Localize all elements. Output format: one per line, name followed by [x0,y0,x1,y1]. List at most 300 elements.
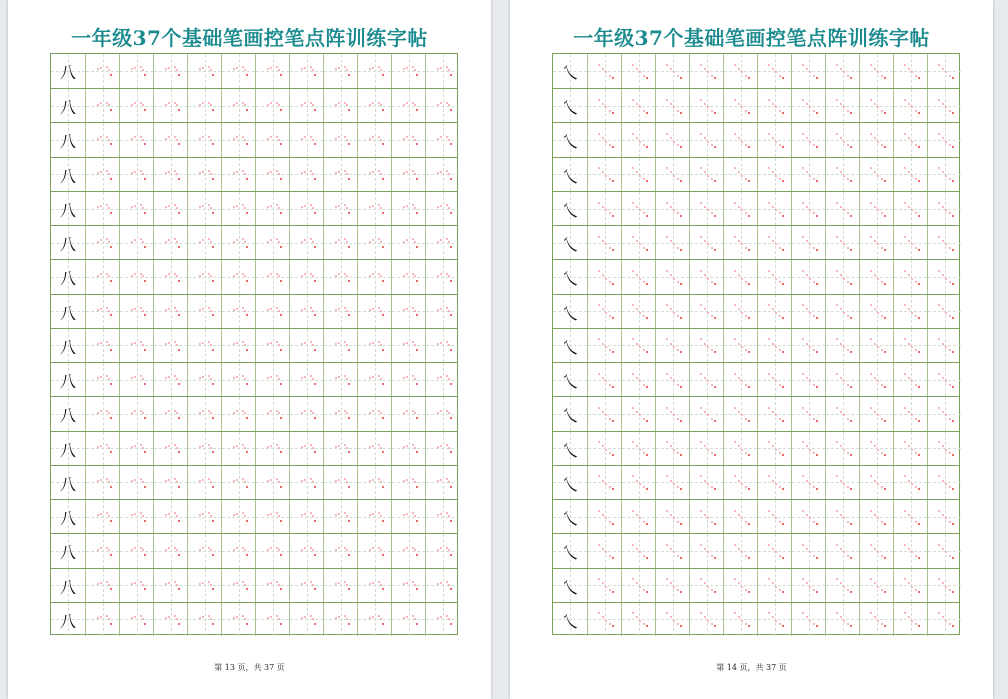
trace-dots [724,226,757,259]
trace-dot [168,445,170,447]
trace-dot [949,486,951,488]
trace-dot [949,555,951,557]
trace-dot [406,376,408,378]
trace-dot [714,317,716,319]
trace-dot [372,171,374,173]
trace-dot [918,249,920,251]
trace-dot [639,414,641,416]
practice-cell [391,432,425,465]
trace-dot [636,308,638,310]
trace-dots [86,123,119,156]
practice-cell [85,158,119,191]
trace-dots [358,466,391,499]
trace-dots [690,363,723,396]
trace-dot [877,106,879,108]
trace-dot [178,143,180,145]
trace-dot [276,136,278,138]
trace-dot [884,591,886,593]
trace-dot [242,581,244,583]
practice-cell [289,54,323,88]
trace-dot [605,243,607,245]
practice-cell [621,54,655,88]
trace-dots [86,363,119,396]
trace-dot [202,513,204,515]
trace-dots [392,397,425,430]
trace-dots [358,500,391,533]
grid-row [553,602,959,636]
trace-dot [335,275,337,277]
trace-dot [707,141,709,143]
trace-dots [290,295,323,328]
trace-dot [904,441,906,443]
trace-dot [938,475,940,477]
trace-dot [738,582,740,584]
trace-dot [877,71,879,73]
trace-dot [335,138,337,140]
trace-dot [278,481,280,483]
grid-row [51,122,457,156]
stroke-example: 乀 [561,200,578,220]
practice-cell [587,603,621,636]
trace-dot [450,417,452,419]
trace-dot [202,171,204,173]
trace-dots [826,534,859,567]
trace-dot [414,139,416,141]
stroke-example: 八 [59,577,76,597]
trace-dot [908,377,910,379]
trace-dot [741,175,743,177]
practice-cell [323,569,357,602]
trace-dot [246,74,248,76]
trace-dot [372,342,374,344]
grid-row [553,533,959,567]
trace-dot [632,407,634,409]
trace-dot [612,317,614,319]
trace-dot [714,180,716,182]
trace-dot [144,623,146,625]
practice-cell [187,260,221,293]
trace-dot [304,102,306,104]
trace-dot [738,480,740,482]
trace-dots [324,54,357,88]
trace-dots [290,192,323,225]
trace-dot [748,180,750,182]
trace-dot [97,549,99,551]
trace-dot [741,380,743,382]
trace-dot [748,454,750,456]
trace-dots [426,123,459,156]
trace-dot [772,206,774,208]
trace-dot [738,68,740,70]
page-title: 一年级37个基础笔画控笔点阵训练字帖 [573,26,930,50]
trace-dot [97,343,99,345]
trace-dot [202,342,204,344]
trace-dot [772,308,774,310]
trace-dot [412,547,414,549]
example-cell [51,295,85,328]
trace-dot [348,588,350,590]
trace-dot [911,209,913,211]
trace-dot [276,170,278,172]
trace-dot [938,304,940,306]
trace-dots [656,295,689,328]
trace-dot [949,247,951,249]
practice-cell [791,500,825,533]
trace-dot [416,588,418,590]
trace-dots [928,432,961,465]
trace-dot [816,420,818,422]
trace-dot [448,515,450,517]
trace-dots [622,295,655,328]
trace-dots [392,569,425,602]
trace-dots [256,534,289,567]
trace-dot [673,106,675,108]
trace-dot [847,110,849,112]
trace-dots [154,569,187,602]
practice-cell [893,123,927,156]
trace-dot [210,344,212,346]
trace-dot [700,304,702,306]
trace-dot [100,239,102,241]
trace-dot [680,77,682,79]
practice-cell [859,89,893,122]
trace-dot [134,205,136,207]
practice-cell [723,500,757,533]
trace-dot [134,582,136,584]
trace-dot [700,612,702,614]
trace-dots [928,603,961,636]
practice-cell [927,603,961,636]
trace-dot [414,618,416,620]
trace-dot [806,308,808,310]
trace-dot [748,146,750,148]
trace-dot [280,74,282,76]
trace-dot [165,104,167,106]
trace-dot [605,106,607,108]
trace-dot [639,449,641,451]
trace-dot [335,343,337,345]
trace-dot [775,586,777,588]
trace-dot [911,312,913,314]
trace-dot [643,486,645,488]
trace-dot [380,344,382,346]
trace-dot [246,349,248,351]
trace-dot [344,478,346,480]
trace-dot [414,549,416,551]
trace-dots [256,192,289,225]
trace-dots [392,89,425,122]
trace-dot [106,478,108,480]
trace-dot [448,310,450,312]
trace-dot [412,170,414,172]
practice-cell [859,363,893,396]
trace-dot [378,66,380,68]
trace-dot [632,167,634,169]
practice-cell [425,329,459,362]
stroke-example: 乀 [561,406,578,426]
trace-dot [314,178,316,180]
trace-dot [335,412,337,414]
practice-cell [153,466,187,499]
trace-dots [154,466,187,499]
trace-dot [748,283,750,285]
trace-dot [335,617,337,619]
practice-cell [825,397,859,430]
trace-dots [588,534,621,567]
practice-cell [255,192,289,225]
trace-dots [724,363,757,396]
trace-dot [314,143,316,145]
trace-dot [346,275,348,277]
trace-dot [140,444,142,446]
trace-dot [131,412,133,414]
trace-dot [680,283,682,285]
trace-dot [97,206,99,208]
trace-dot [378,512,380,514]
trace-dot [378,307,380,309]
trace-dot [176,275,178,277]
trace-dot [673,620,675,622]
trace-dots [928,397,961,430]
trace-dot [412,581,414,583]
trace-dots [656,466,689,499]
trace-dots [290,500,323,533]
trace-dot [168,513,170,515]
trace-dot [144,349,146,351]
trace-dot [140,615,142,617]
trace-dots [758,54,791,88]
trace-dot [911,620,913,622]
trace-dots [792,226,825,259]
trace-dot [134,547,136,549]
trace-dot [738,171,740,173]
trace-dot [210,584,212,586]
trace-dot [134,479,136,481]
trace-dot [949,623,951,625]
trace-dot [416,623,418,625]
trace-dot [108,344,110,346]
grid-row [51,602,457,636]
trace-dot [745,178,747,180]
trace-dot [602,514,604,516]
trace-dots [826,123,859,156]
trace-dots [324,569,357,602]
trace-dot [806,377,808,379]
trace-dot [877,414,879,416]
trace-dot [236,67,238,69]
practice-cell [723,158,757,191]
trace-dots [826,569,859,602]
trace-dot [598,167,600,169]
trace-dot [775,209,777,211]
trace-dot [612,77,614,79]
trace-dot [802,133,804,135]
trace-dot [639,243,641,245]
trace-dot [97,446,99,448]
trace-dot [335,309,337,311]
trace-dots [358,54,391,88]
trace-dots [86,260,119,293]
trace-dots [222,295,255,328]
practice-cell [425,54,459,88]
trace-dot [446,478,448,480]
trace-dot [802,578,804,580]
trace-dot [176,207,178,209]
trace-dot [945,278,947,280]
trace-dot [918,557,920,559]
trace-dot [738,616,740,618]
trace-dot [711,75,713,77]
practice-cell [859,226,893,259]
trace-dot [246,554,248,556]
trace-dot [369,549,371,551]
practice-cell [825,534,859,567]
trace-dots [792,432,825,465]
practice-cell [221,192,255,225]
trace-dot [782,625,784,627]
trace-dot [380,481,382,483]
trace-dot [952,317,954,319]
practice-cell [893,295,927,328]
trace-dots [860,363,893,396]
trace-dots [222,329,255,362]
trace-dot [280,588,282,590]
trace-dots [928,54,961,88]
trace-dot [911,175,913,177]
trace-dot [144,178,146,180]
trace-dot [140,512,142,514]
trace-dot [142,275,144,277]
trace-dot [346,139,348,141]
trace-dots [588,432,621,465]
trace-dot [178,246,180,248]
practice-cell [621,226,655,259]
trace-dot [911,483,913,485]
trace-dots [792,466,825,499]
trace-dot [666,304,668,306]
trace-dot [918,283,920,285]
trace-dot [100,273,102,275]
practice-cell [289,363,323,396]
trace-dot [233,172,235,174]
trace-dot [312,549,314,551]
trace-dot [605,517,607,519]
trace-dot [877,620,879,622]
trace-dots [222,534,255,567]
trace-dot [310,444,312,446]
example-cell [553,466,587,499]
trace-dot [639,278,641,280]
practice-cell [893,158,927,191]
practice-cell [323,363,357,396]
practice-cell [825,329,859,362]
trace-dots [426,89,459,122]
trace-dots [324,363,357,396]
trace-dot [244,618,246,620]
trace-dot [870,578,872,580]
trace-dot [242,410,244,412]
trace-dot [598,407,600,409]
trace-dot [131,275,133,277]
practice-cell [153,397,187,430]
trace-dots [690,260,723,293]
trace-dot [440,273,442,275]
trace-dots [758,432,791,465]
trace-dots [358,603,391,636]
trace-dots [792,295,825,328]
trace-dot [677,75,679,77]
trace-dot [734,304,736,306]
trace-dot [406,171,408,173]
trace-dot [174,273,176,275]
trace-dot [412,273,414,275]
trace-dot [312,139,314,141]
trace-dot [612,454,614,456]
trace-dot [877,380,879,382]
trace-dot [816,249,818,251]
trace-dot [847,521,849,523]
trace-dot [768,236,770,238]
trace-dot [813,452,815,454]
trace-dot [643,75,645,77]
trace-dot [646,420,648,422]
grid-row [51,294,457,328]
practice-cell [587,226,621,259]
practice-cell [391,329,425,362]
practice-cell [221,89,255,122]
trace-dot [382,554,384,556]
trace-dot [802,202,804,204]
trace-dot [416,143,418,145]
trace-dot [304,376,306,378]
example-cell [553,534,587,567]
trace-dot [168,616,170,618]
trace-dot [165,514,167,516]
trace-dot [144,554,146,556]
trace-dots [188,603,221,636]
trace-dot [267,68,269,70]
grid-row [51,328,457,362]
trace-dot [809,517,811,519]
trace-dot [779,75,781,77]
trace-dot [874,68,876,70]
trace-dot [140,375,142,377]
trace-dots [154,260,187,293]
example-cell [553,500,587,533]
trace-dots [792,500,825,533]
trace-dot [602,616,604,618]
trace-dots [86,500,119,533]
trace-dot [312,69,314,71]
trace-dot [448,207,450,209]
trace-dot [106,307,108,309]
trace-dot [280,109,282,111]
trace-dot [134,342,136,344]
stroke-example: 乀 [561,269,578,289]
trace-dot [338,616,340,618]
trace-dot [908,616,910,618]
practice-cell [859,329,893,362]
trace-dot [378,341,380,343]
trace-dot [802,544,804,546]
trace-dots [358,569,391,602]
trace-dots [690,123,723,156]
trace-dots [928,192,961,225]
practice-grid [552,53,960,635]
trace-dot [680,386,682,388]
trace-dots [120,363,153,396]
trace-dot [714,77,716,79]
